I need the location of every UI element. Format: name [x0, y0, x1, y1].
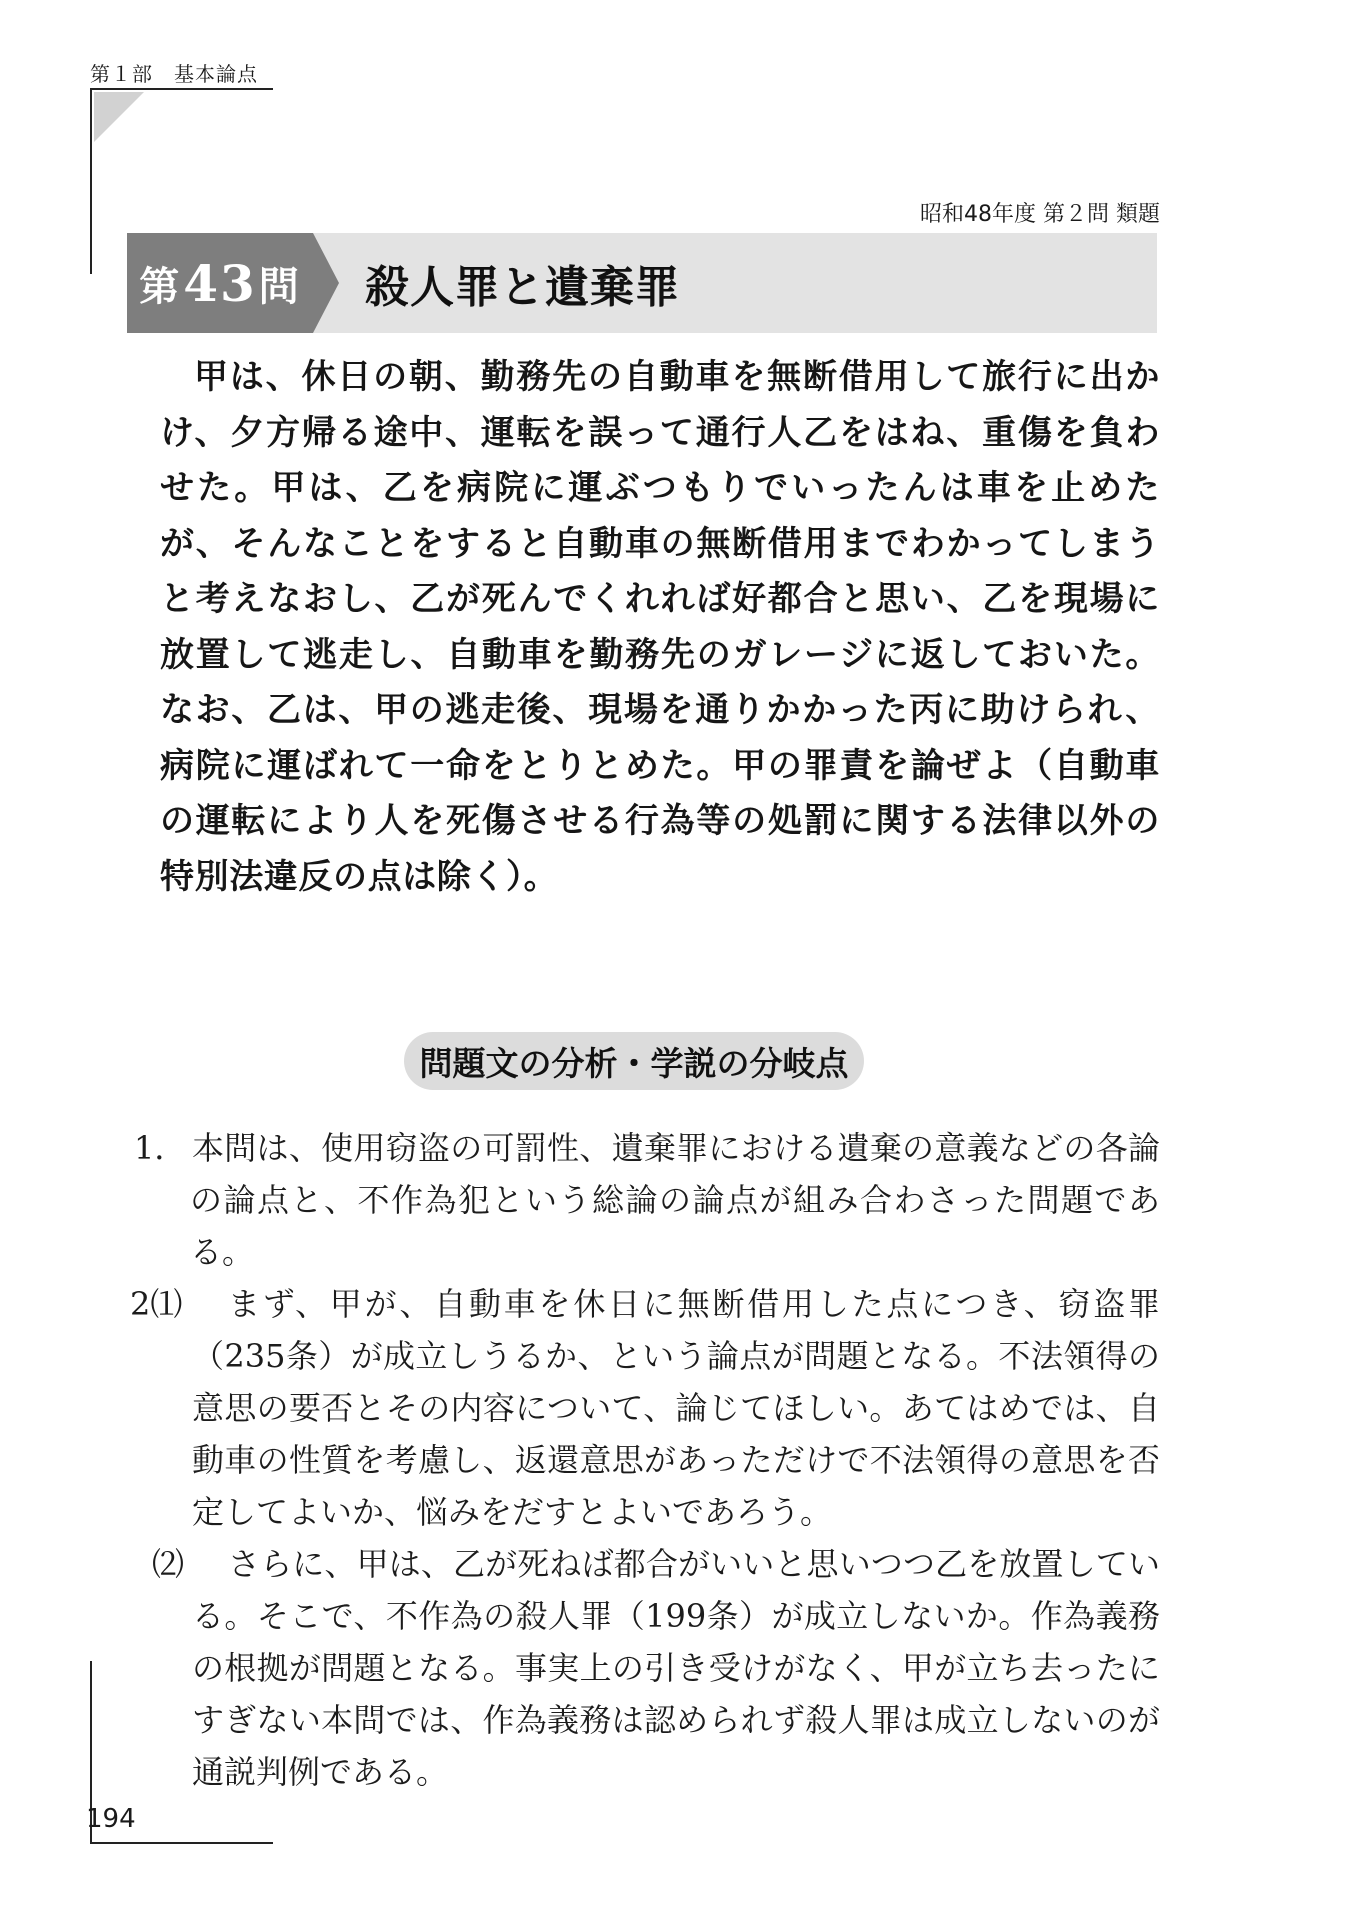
side-rule-top — [90, 88, 92, 274]
item-marker: 2⑴ — [130, 1285, 183, 1323]
problem-statement: 甲は、休日の朝、勤務先の自動車を無断借用して旅行に出かけ、夕方帰る途中、運転を誤って通行人乙をはね、重傷を負わせた。甲は、乙を病院に運ぶつもりでいったんは車を止めたが、そんなことをすると自動車の無断借用までわかってしまうと考えなおし、乙が死んでくれれば好都合と思い、乙を現場に放置して逃走し、自動車を勤務先のガレージに返しておいた。なお、乙は、甲の逃走後、現場を通りかかった丙に助けられ、病院に運ばれて一命をとりとめた。甲の罪責を論ぜよ（自動車の運転により人を死傷させる行為等の処罰に関する法律以外の特別法違反の点は除く）。 — [160, 357, 1160, 897]
problem-number-prefix: 第 — [139, 262, 182, 310]
analysis-item-1 — [130, 1122, 1160, 1278]
analysis-item-2-2 — [130, 1538, 1160, 1798]
footer-rule — [90, 1842, 273, 1844]
problem-title-band — [127, 233, 1157, 333]
item-text: 本問は、使用窃盗の可罰性、遺棄罪における遺棄の意義などの各論の論点と、不作為犯という総論の論点が組み合わさった問題である。 — [190, 1129, 1160, 1271]
problem-number-box — [127, 233, 313, 333]
corner-triangle-decoration — [94, 92, 144, 142]
header-rule — [90, 88, 273, 90]
running-head: 第１部 基本論点 — [90, 62, 258, 86]
page-number: 194 — [86, 1804, 136, 1834]
analysis-item-2-1 — [130, 1278, 1160, 1538]
section-heading: 問題文の分析・学説の分岐点 — [404, 1032, 864, 1090]
item-marker: ⑵ — [152, 1545, 185, 1583]
problem-title: 殺人罪と遺棄罪 — [365, 262, 680, 313]
problem-number-suffix: 問 — [258, 262, 301, 310]
analysis-list — [130, 1122, 1160, 1798]
item-text: さらに、甲は、乙が死ねば都合がいいと思いつつ乙を放置している。そこで、不作為の殺人罪（199条）が成立しないか。作為義務の根拠が問題となる。事実上の引き受けがなく、甲が立ち去ったにすぎない本問では、作為義務は認められず殺人罪は成立しないのが通説判例である。 — [192, 1545, 1160, 1791]
item-marker: 1． — [134, 1129, 187, 1167]
problem-number: 43 — [183, 253, 257, 313]
item-text: まず、甲が、自動車を休日に無断借用した点につき、窃盗罪（235条）が成立しうるか、という論点が問題となる。不法領得の意思の要否とその内容について、論じてほしい。あてはめでは、自動車の性質を考慮し、返還意思があっただけで不法領得の意思を否定してよいか、悩みをだすとよいであろう。 — [192, 1285, 1160, 1531]
title-arrow — [313, 233, 339, 333]
source-note: 昭和48年度 第２問 類題 — [920, 202, 1160, 227]
